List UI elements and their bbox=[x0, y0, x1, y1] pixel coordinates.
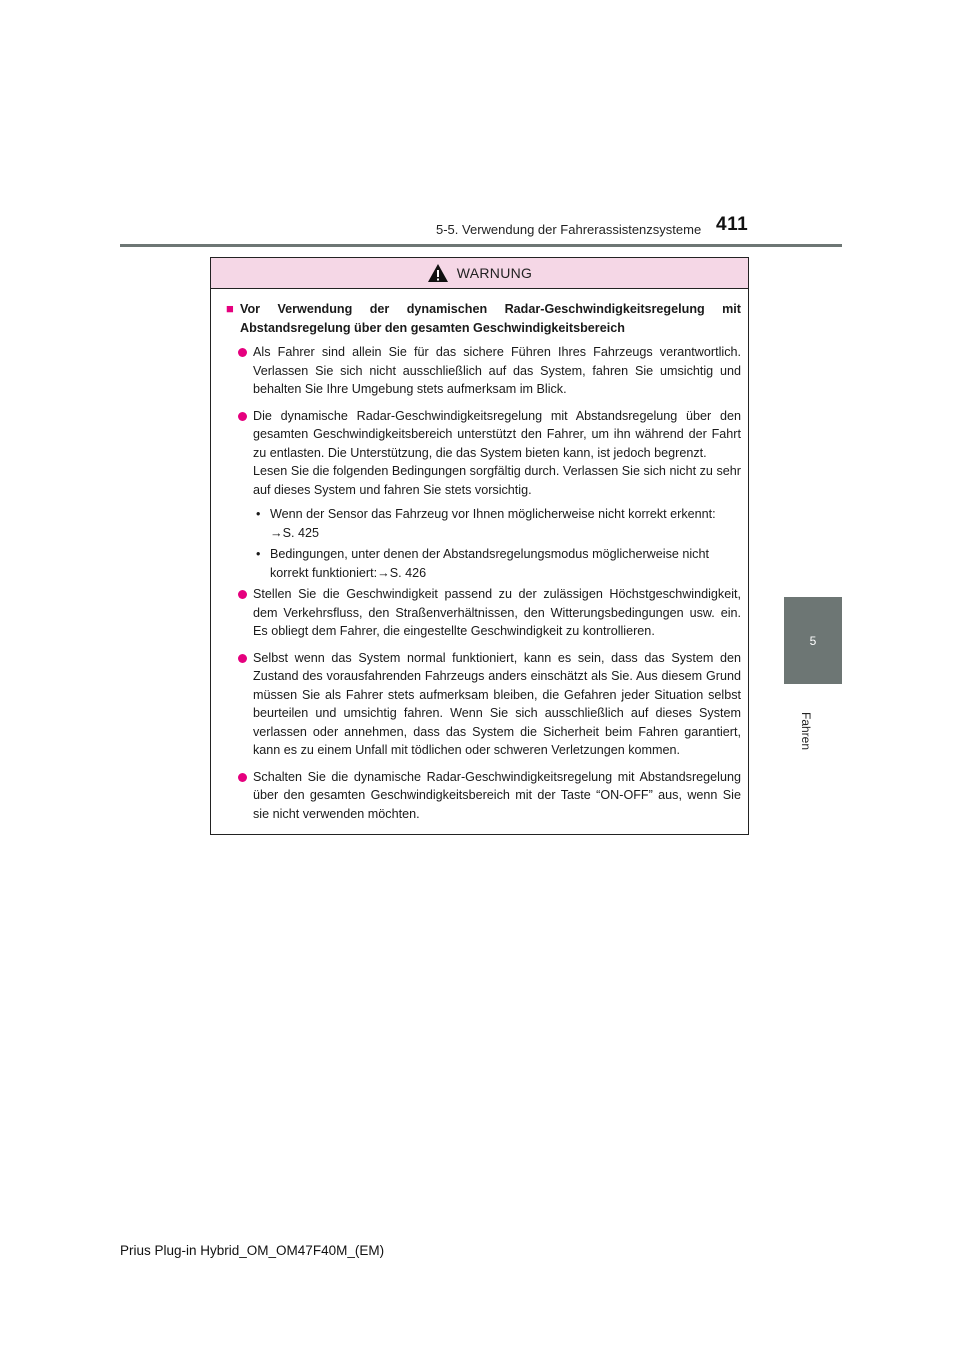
bullet-dot-icon bbox=[238, 773, 247, 782]
page-reference-link[interactable]: S. 426 bbox=[389, 565, 427, 580]
sub-bullet: • bbox=[256, 547, 261, 561]
arrow-right-icon: → bbox=[270, 525, 283, 540]
square-bullet-icon: ■ bbox=[226, 301, 234, 316]
bullet-dot-icon bbox=[238, 412, 247, 421]
sub-bullet: • bbox=[256, 507, 261, 521]
list-item: Als Fahrer sind allein Sie für das sichere Führen Ihres Fahrzeugs verantwortlich. Verlassen Sie sich nicht ausschließlich auf das System, fahren Sie umsichtig und behalten Sie Ihre Umgebung stets aufmerksam im Blick. bbox=[238, 343, 741, 399]
warning-triangle-icon bbox=[427, 263, 449, 283]
page-reference-link[interactable]: S. 425 bbox=[282, 525, 320, 540]
bullet-dot-icon bbox=[238, 590, 247, 599]
list-item: Schalten Sie die dynamische Radar-Geschwindigkeitsregelung mit Abstandsregelung über den gesamten Geschwindigkeitsbereich mit der Taste “ON-OFF” aus, wenn Sie sie nicht verwenden möchten. bbox=[238, 768, 741, 824]
arrow-right-icon: → bbox=[377, 565, 390, 580]
list-item: Stellen Sie die Geschwindigkeit passend zu der zulässigen Höchstgeschwindigkeit, dem Verkehrsfluss, den Straßenverhältnissen, den Witterungsbedingungen usw. ein. Es obliegt dem Fahrer, die eingestellte Geschwindigkeit zu kontrollieren. bbox=[238, 585, 741, 641]
chapter-tab[interactable] bbox=[784, 597, 842, 684]
warning-heading: WARNUNG bbox=[456, 265, 533, 281]
warning-body bbox=[211, 289, 748, 823]
list-item: Die dynamische Radar-Geschwindigkeitsregelung mit Abstandsregelung über den gesamten Geschwindigkeitsbereich unterstützt den Fahrer, um ihn während der Fahrt zu entlasten. Die Unterstützung, die das System bieten kann, ist jedoch begrenzt. Lesen Sie die folgenden Bedingungen sorgfältig durch. Verlassen Sie sich nicht zu sehr auf dieses System und fahren Sie stets vorsichtig. bbox=[238, 407, 741, 500]
header-divider bbox=[120, 244, 842, 247]
document-footer: Prius Plug-in Hybrid_OM_OM47F40M_(EM) bbox=[120, 1243, 385, 1258]
sub-list-item: • Wenn der Sensor das Fahrzeug vor Ihnen möglicherweise nicht korrekt erkennt: →S. 425 bbox=[256, 505, 741, 542]
warning-header bbox=[211, 258, 748, 289]
sub-list bbox=[256, 505, 741, 582]
sub-list-item: • Bedingungen, unter denen der Abstandsregelungsmodus möglicherweise nicht korrekt funktioniert:→S. 426 bbox=[256, 545, 741, 582]
section-title: 5-5. Verwendung der Fahrerassistenzsysteme bbox=[436, 222, 702, 237]
warning-box bbox=[210, 257, 749, 835]
bullet-dot-icon bbox=[238, 348, 247, 357]
chapter-label: Fahren bbox=[799, 712, 813, 751]
list-item: Selbst wenn das System normal funktioniert, kann es sein, dass das System den Zustand des vorausfahrenden Fahrzeugs anders einschätzt als Sie. Aus diesem Grund müssen Sie als Fahrer stets aufmerksam bleiben, die Gefahren jeder Situation selbst beurteilen und umsichtig fahren. Wenn Sie sich ausschließlich auf dieses System verlassen oder annehmen, dass das System die Sicherheit beim Fahren garantiert, kann es zu einem Unfall mit tödlichen oder schweren Verletzungen kommen. bbox=[238, 649, 741, 760]
chapter-number: 5 bbox=[809, 633, 817, 648]
page-number: 411 bbox=[716, 214, 749, 235]
warning-section-title: ■ Vor Verwendung der dynamischen Radar-Geschwindigkeitsregelung mit Abstandsregelung über den gesamten Geschwindigkeitsbereich bbox=[226, 300, 741, 337]
bullet-dot-icon bbox=[238, 654, 247, 663]
